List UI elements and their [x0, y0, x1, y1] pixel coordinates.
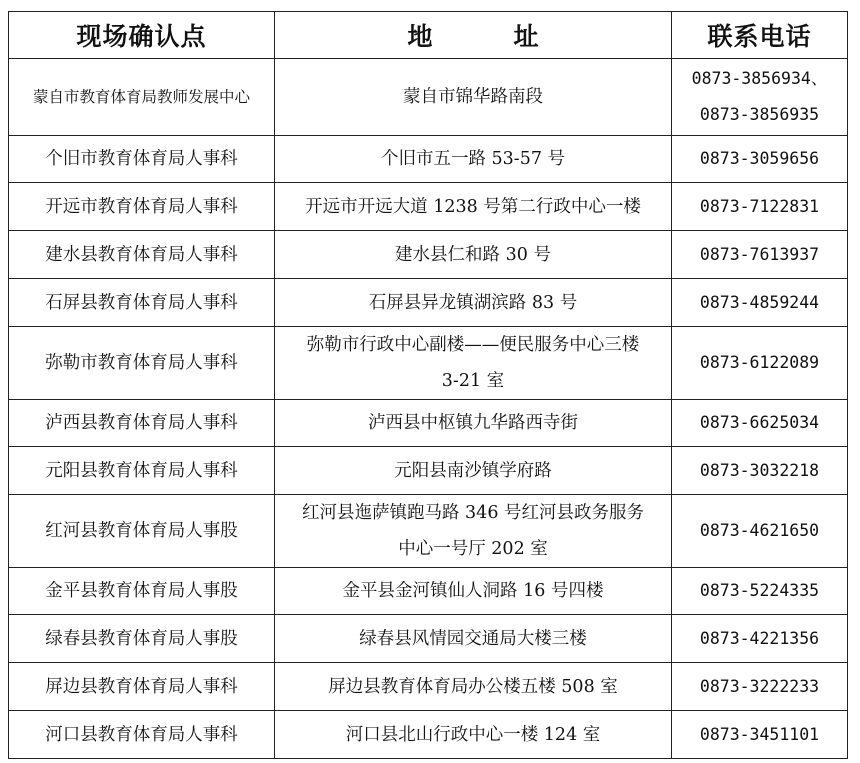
site-cell: 红河县教育体育局人事股 — [9, 495, 275, 568]
table-row — [9, 447, 848, 495]
phone-cell — [672, 711, 848, 759]
address-line: 绿春县风情园交通局大楼三楼 — [359, 628, 587, 649]
address-line: 石屏县异龙镇湖滨路 83 号 — [368, 292, 578, 313]
table-row — [9, 711, 848, 759]
phone-cell — [672, 568, 848, 615]
table-row — [9, 663, 848, 711]
phone-cell — [672, 59, 848, 136]
address-line: 中心一号厅 202 室 — [398, 539, 548, 559]
phone-number: 0873-6122089 — [699, 353, 820, 372]
site-cell: 绿春县教育体育局人事股 — [9, 615, 275, 663]
table-body — [9, 59, 848, 759]
phone-number: 0873-3856934、 — [691, 69, 828, 88]
address-cell — [275, 183, 672, 231]
address-cell — [275, 711, 672, 759]
table-row — [9, 400, 848, 447]
table-row — [9, 136, 848, 183]
phone-number: 0873-5224335 — [699, 581, 820, 600]
phone-cell — [672, 231, 848, 279]
table-row — [9, 327, 848, 400]
address-line: 金平县金河镇仙人洞路 16 号四楼 — [342, 581, 604, 601]
address-cell — [275, 495, 672, 568]
phone-number: 0873-7122831 — [699, 196, 820, 216]
phone-number: 0873-3856935 — [699, 105, 820, 124]
address-line: 泸西县中枢镇九华路西寺街 — [368, 413, 578, 433]
phone-number: 0873-6625034 — [699, 413, 820, 432]
address-line: 弥勒市行政中心副楼——便民服务中心三楼 — [306, 335, 640, 355]
site-cell: 泸西县教育体育局人事科 — [9, 400, 275, 447]
address-cell — [275, 279, 672, 327]
table-row — [9, 495, 848, 568]
address-cell — [275, 136, 672, 183]
address-line: 元阳县南沙镇学府路 — [394, 460, 552, 481]
address-line: 3-21 室 — [441, 371, 505, 391]
address-cell — [275, 663, 672, 711]
address-line: 红河县迤萨镇跑马路 346 号红河县政务服务 — [301, 503, 645, 523]
phone-cell — [672, 663, 848, 711]
address-cell — [275, 568, 672, 615]
site-cell: 开远市教育体育局人事科 — [9, 183, 275, 231]
site-cell: 石屏县教育体育局人事科 — [9, 279, 275, 327]
site-cell: 屏边县教育体育局人事科 — [9, 663, 275, 711]
phone-cell — [672, 447, 848, 495]
confirmation-sites-table — [8, 11, 848, 759]
site-cell: 金平县教育体育局人事股 — [9, 568, 275, 615]
site-cell: 蒙自市教育体育局教师发展中心 — [9, 59, 275, 136]
address-line: 蒙自市锦华路南段 — [403, 87, 543, 107]
address-line: 屏边县教育体育局办公楼五楼 508 室 — [328, 676, 618, 697]
phone-cell — [672, 495, 848, 568]
header-site: 现场确认点 — [9, 12, 275, 59]
phone-cell — [672, 327, 848, 400]
table-row — [9, 183, 848, 231]
address-line: 建水县仁和路 30 号 — [395, 244, 551, 265]
phone-cell — [672, 615, 848, 663]
phone-number: 0873-4621650 — [699, 521, 820, 540]
header-row — [9, 12, 848, 59]
phone-number: 0873-7613937 — [699, 244, 820, 264]
phone-number: 0873-3451101 — [699, 724, 820, 744]
phone-cell — [672, 279, 848, 327]
phone-cell — [672, 136, 848, 183]
address-cell — [275, 327, 672, 400]
table-row — [9, 279, 848, 327]
address-cell — [275, 59, 672, 136]
phone-number: 0873-4221356 — [699, 628, 820, 648]
table-row — [9, 568, 848, 615]
phone-number: 0873-3059656 — [699, 149, 820, 168]
site-cell: 弥勒市教育体育局人事科 — [9, 327, 275, 400]
header-address: 地 址 — [275, 12, 672, 59]
address-cell — [275, 615, 672, 663]
phone-number: 0873-4859244 — [699, 292, 820, 312]
address-cell — [275, 447, 672, 495]
address-line: 河口县北山行政中心一楼 124 室 — [345, 724, 601, 745]
address-line: 开远市开远大道 1238 号第二行政中心一楼 — [305, 196, 641, 217]
site-cell: 元阳县教育体育局人事科 — [9, 447, 275, 495]
header-phone: 联系电话 — [672, 12, 848, 59]
site-cell: 河口县教育体育局人事科 — [9, 711, 275, 759]
site-cell: 建水县教育体育局人事科 — [9, 231, 275, 279]
table-row — [9, 59, 848, 136]
phone-number: 0873-3032218 — [699, 460, 820, 480]
table-row — [9, 231, 848, 279]
address-cell — [275, 231, 672, 279]
phone-number: 0873-3222233 — [699, 676, 820, 696]
address-line: 个旧市五一路 53-57 号 — [380, 149, 566, 169]
phone-cell — [672, 400, 848, 447]
phone-cell — [672, 183, 848, 231]
site-cell: 个旧市教育体育局人事科 — [9, 136, 275, 183]
address-cell — [275, 400, 672, 447]
table-row — [9, 615, 848, 663]
